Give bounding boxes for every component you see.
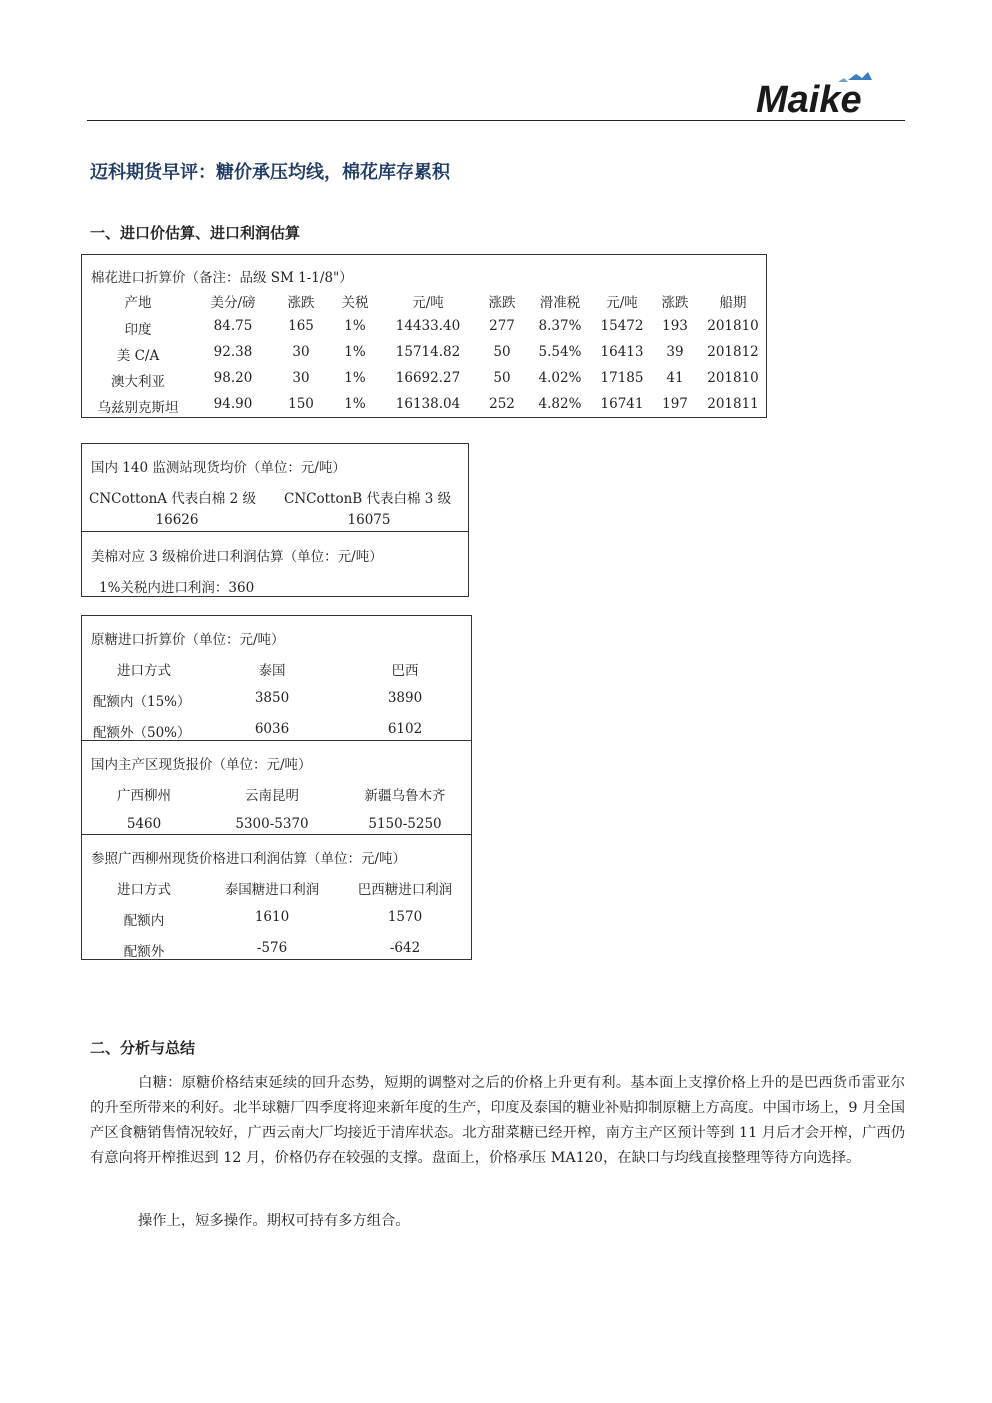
col-header: 元/吨 (412, 295, 444, 311)
table-cell: 41 (666, 370, 684, 386)
table-cell: 乌兹别克斯坦 (97, 400, 179, 416)
table-cell: 1% (344, 370, 366, 386)
table-cell: 92.38 (213, 344, 253, 360)
divider (82, 740, 471, 741)
table-cell: 30 (292, 344, 310, 360)
table-cell: 1% (344, 318, 366, 334)
divider (82, 834, 471, 835)
col-header: 滑准税 (539, 295, 581, 311)
col-header: 泰国 (258, 663, 286, 679)
section2-heading: 二、分析与总结 (90, 1039, 196, 1057)
col-header: 进口方式 (117, 663, 171, 679)
divider (82, 531, 468, 532)
table-cell: 16138.04 (395, 396, 461, 412)
col-header: 新疆乌鲁木齐 (364, 788, 446, 804)
table-cell: 15472 (600, 318, 644, 334)
cotton-import-caption: 棉花进口折算价（备注：品级 SM 1-1/8"） (91, 270, 353, 286)
cncottonb-label: CNCottonB 代表白棉 3 级 (284, 491, 452, 507)
col-header: 巴西糖进口利润 (357, 882, 453, 898)
table-cell: 277 (489, 318, 515, 334)
table-cell: 5.54% (538, 344, 582, 360)
table-cell: 201810 (707, 318, 759, 334)
col-header: 巴西 (391, 663, 419, 679)
table-cell: 5300-5370 (235, 816, 309, 832)
table-cell: 15714.82 (395, 344, 461, 360)
section1-heading: 一、进口价估算、进口利润估算 (90, 224, 301, 242)
col-header: 产地 (124, 295, 152, 311)
col-header: 泰国糖进口利润 (224, 882, 320, 898)
table-cell: 1% (344, 344, 366, 360)
table-cell: 201811 (707, 396, 759, 412)
table-cell: 6036 (254, 721, 290, 737)
col-header: 船期 (719, 295, 747, 311)
table-cell: 16413 (600, 344, 644, 360)
table-cell: 193 (662, 318, 688, 334)
table-cell: 197 (662, 396, 688, 412)
table-cell: 50 (493, 370, 511, 386)
analysis-paragraph (90, 1071, 905, 1171)
domestic-cotton-table (81, 443, 469, 597)
col-header: 美分/磅 (210, 295, 256, 311)
operation-text: 操作上，短多操作。期权可持有多方组合。 (138, 1213, 410, 1229)
table-cell: 14433.40 (395, 318, 461, 334)
sugar-profit-caption: 参照广西柳州现货价格进口利润估算（单位：元/吨） (91, 851, 407, 867)
table-cell: 印度 (124, 322, 152, 338)
cotton-import-table (81, 254, 767, 418)
table-cell: 6102 (387, 721, 423, 737)
header-rule (87, 120, 905, 121)
col-header: 进口方式 (117, 882, 171, 898)
table-cell: 配额外（50%） (93, 725, 191, 741)
logo-text: Maike (756, 79, 862, 118)
col-header: 涨跌 (287, 295, 315, 311)
table-cell: 94.90 (213, 396, 253, 412)
table-cell: 4.02% (538, 370, 582, 386)
page-title: 迈科期货早评：糖价承压均线，棉花库存累积 (90, 162, 450, 183)
table-cell: 98.20 (213, 370, 253, 386)
table-cell: 84.75 (213, 318, 253, 334)
domestic-cotton-caption: 国内 140 监测站现货均价（单位：元/吨） (91, 460, 346, 476)
table-cell: 150 (288, 396, 314, 412)
table-cell: 201812 (707, 344, 759, 360)
table-cell: 澳大利亚 (111, 374, 165, 390)
table-cell: 8.37% (538, 318, 582, 334)
sugar-import-table (81, 615, 472, 960)
table-cell: -642 (389, 940, 421, 956)
cncottona-label: CNCottonA 代表白棉 2 级 (89, 491, 256, 507)
table-cell: 5150-5250 (368, 816, 442, 832)
table-cell: 201810 (707, 370, 759, 386)
col-header: 元/吨 (606, 295, 638, 311)
table-cell: 16692.27 (395, 370, 461, 386)
col-header: 涨跌 (661, 295, 689, 311)
table-cell: 配额外 (123, 944, 165, 960)
table-cell: 16741 (600, 396, 644, 412)
table-cell: 252 (489, 396, 515, 412)
table-cell: 1570 (387, 909, 423, 925)
col-header: 云南昆明 (245, 788, 299, 804)
table-cell: 165 (288, 318, 314, 334)
table-cell: 3850 (254, 690, 290, 706)
us-cotton-profit-text: 1%关税内进口利润：360 (99, 580, 255, 596)
cncottona-value: 16626 (155, 512, 199, 528)
table-cell: 1% (344, 396, 366, 412)
table-cell: 39 (666, 344, 684, 360)
analysis-text: 白糖：原糖价格结束延续的回升态势，短期的调整对之后的价格上升更有利。基本面上支撑价格上升的是巴西货币雷亚尔的升至所带来的利好。北半球糖厂四季度将迎来新年度的生产，印度及泰国的糖业补贴抑制原糖上方高度。中国市场上，9 月全国产区食糖销售情况较好，广西云南大厂均接近于清库状态。北方甜菜糖已经开榨，南方主产区预计等到 11 月后才会开榨，广西仍有意向将开榨推迟到 12 月，价格仍存在较强的支撑。盘面上，价格承压 MA120，在缺口与均线直接整理等待方向选择。 (90, 1075, 905, 1166)
col-header: 广西柳州 (117, 788, 171, 804)
table-cell: 配额内（15%） (93, 694, 191, 710)
table-cell: 美 C/A (116, 348, 160, 364)
table-cell: 3890 (387, 690, 423, 706)
col-header: 关税 (341, 295, 369, 311)
col-header: 涨跌 (488, 295, 516, 311)
table-cell: 4.82% (538, 396, 582, 412)
table-cell: 1610 (254, 909, 290, 925)
us-cotton-profit-caption: 美棉对应 3 级棉价进口利润估算（单位：元/吨） (91, 549, 383, 565)
table-cell: -576 (256, 940, 288, 956)
sugar-import-caption: 原糖进口折算价（单位：元/吨） (91, 632, 285, 648)
table-cell: 30 (292, 370, 310, 386)
table-cell: 50 (493, 344, 511, 360)
table-cell: 5460 (126, 816, 162, 832)
operation-paragraph (90, 1209, 905, 1234)
table-cell: 配额内 (123, 913, 165, 929)
spot-price-caption: 国内主产区现货报价（单位：元/吨） (91, 757, 312, 773)
cncottonb-value: 16075 (347, 512, 391, 528)
table-cell: 17185 (600, 370, 644, 386)
maike-logo (752, 70, 892, 118)
